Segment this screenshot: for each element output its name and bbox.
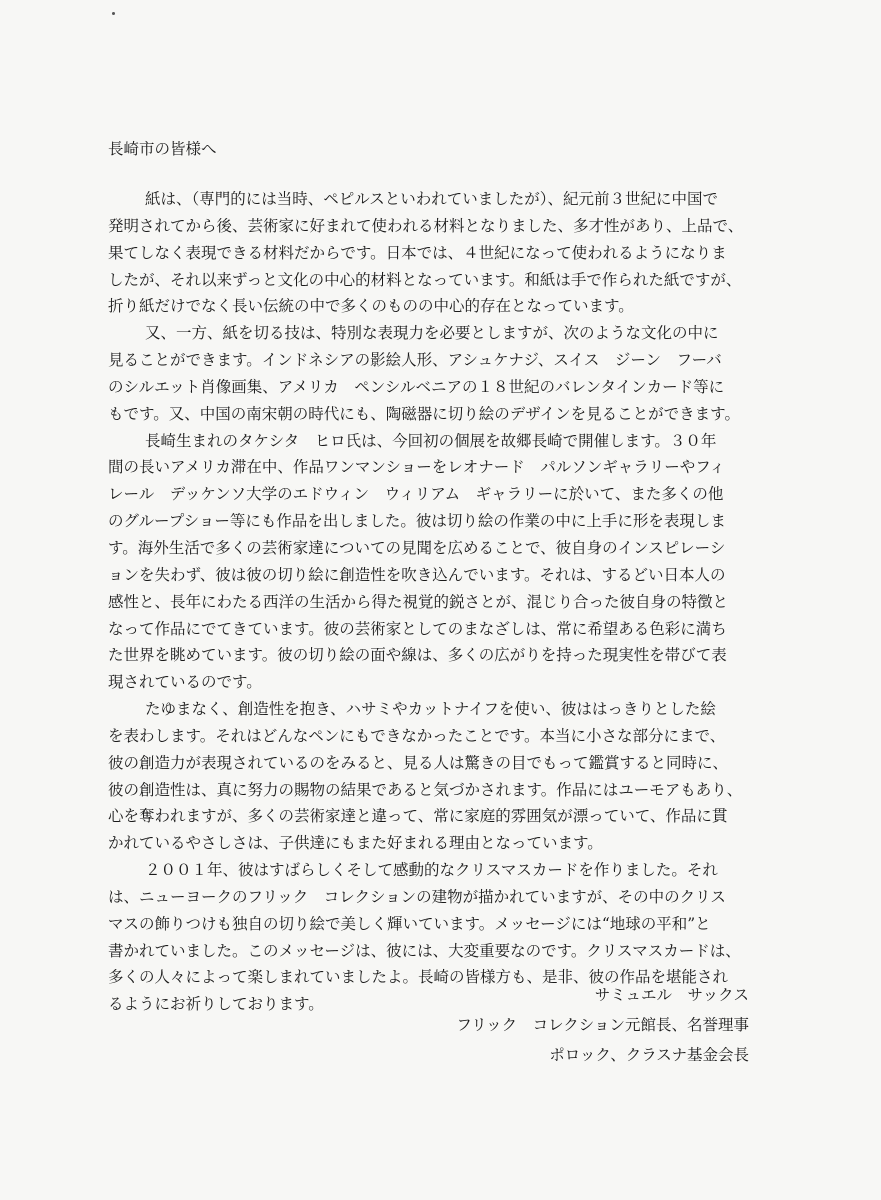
body-line: もです。又、中国の南宋朝の時代にも、陶磁器に切り絵のデザインを見ることができます。 — [108, 404, 740, 423]
body-line: マスの飾りつけも独自の切り絵で美しく輝いています。メッセージには“地球の平和”と — [108, 914, 711, 933]
body-line: 折り紙だけでなく長い伝統の中で多くのものの中心的存在となっています。 — [108, 297, 634, 316]
body-line: ョンを失わず、彼は彼の切り絵に創造性を吹き込んでいます。それは、するどい日本人の — [108, 565, 726, 584]
body-line: ２００１年、彼はすばらしくそして感動的なクリスマスカードを作りました。それ — [145, 861, 718, 880]
body-line: レール デッケンソ大学のエドウィン ウィリアム ギャラリーに於いて、また多くの他 — [108, 485, 724, 504]
body-line: したが、それ以来ずっと文化の中心的材料となっています。和紙は手で作られた紙ですが、 — [108, 270, 742, 289]
body-line: 紙は、（専門的には当時、ペピルスといわれていましたが）、紀元前３世紀に中国で — [145, 190, 719, 208]
body-line: は、ニューヨークのフリック コレクションの建物が描かれていますが、その中のクリス — [108, 887, 726, 906]
signer-name: サミュエル サックス — [594, 986, 749, 1004]
signer-title-1: フリック コレクション元館長、名誉理事 — [456, 1016, 749, 1034]
body-line: 彼の創造力が表現されているのをみると、見る人は驚きの目でもって鑑賞すると同時に、 — [108, 753, 729, 772]
letter-body — [108, 186, 768, 1018]
body-line: るようにお祈りしております。 — [108, 995, 324, 1014]
body-line: のシルエット肖像画集、アメリカ ペンシルベニアの１８世紀のバレンタインカード等に — [108, 377, 725, 396]
signer-title-2: ポロック、クラスナ基金会長 — [549, 1046, 749, 1064]
body-line: 間の長いアメリカ滞在中、作品ワンマンショーをレオナード パルソンギャラリーやフィ — [108, 458, 725, 477]
body-line: 彼の創造性は、真に努力の賜物の結果であると気づかされます。作品にはユーモアもあり、 — [108, 780, 743, 799]
body-line: かれているやさしさは、子供達にもまた好まれる理由となっています。 — [108, 834, 603, 853]
paper-speck — [112, 12, 115, 15]
body-line: 心を奪われますが、多くの芸術家達と違って、常に家庭的雰囲気が漂っていて、作品に貫 — [108, 807, 728, 826]
body-line: た世界を眺めています。彼の切り絵の面や線は、多くの広がりを持った現実性を帯びて表 — [108, 646, 727, 665]
body-line: のグループショー等にも作品を出しました。彼は切り絵の作業の中に上手に形を表現しま — [108, 512, 726, 531]
body-line: 発明されてから後、芸術家に好まれて使われる材料となりました、多才性があり、上品で、 — [108, 216, 744, 235]
signature-block — [456, 980, 749, 1070]
body-line: 長崎生まれのタケシタ ヒロ氏は、今回初の個展を故郷長崎で開催します。３０年 — [145, 431, 717, 450]
body-line: 現されているのです。 — [108, 673, 262, 692]
body-line: たゆまなく、創造性を抱き、ハサミやカットナイフを使い、彼ははっきりとした絵 — [145, 700, 716, 719]
body-line: 感性と、長年にわたる西洋の生活から得た視覚的鋭さとが、混じり合った彼自身の特徴と — [108, 592, 729, 611]
body-line: す。海外生活で多くの芸術家達についての見聞を広めることで、彼自身のインスピレーシ — [108, 538, 726, 557]
body-line: なって作品にでてきています。彼の芸術家としてのまなざしは、常に希望ある色彩に満ち — [108, 619, 727, 638]
body-line: を表わします。それはどんなペンにもできなかったことです。本当に小さな部分にまで、 — [108, 726, 726, 745]
body-line: 多くの人々によって楽しまれていましたよ。長崎の皆様方も、是非、彼の作品を堪能され — [108, 968, 729, 987]
body-line: 書かれていました。このメッセージは、彼には、大変重要なのです。クリスマスカードは、 — [108, 941, 741, 960]
body-line: 果てしなく表現できる材料だからです。日本では、４世紀になって使われるようになりま — [108, 243, 727, 262]
body-line: 又、一方、紙を切る技は、特別な表現力を必要としますが、次のような文化の中に — [145, 324, 719, 343]
body-line: 見ることができます。インドネシアの影絵人形、アシュケナジ、スイス ジーン フーバ — [108, 351, 722, 370]
salutation: 長崎市の皆様へ — [108, 140, 217, 158]
